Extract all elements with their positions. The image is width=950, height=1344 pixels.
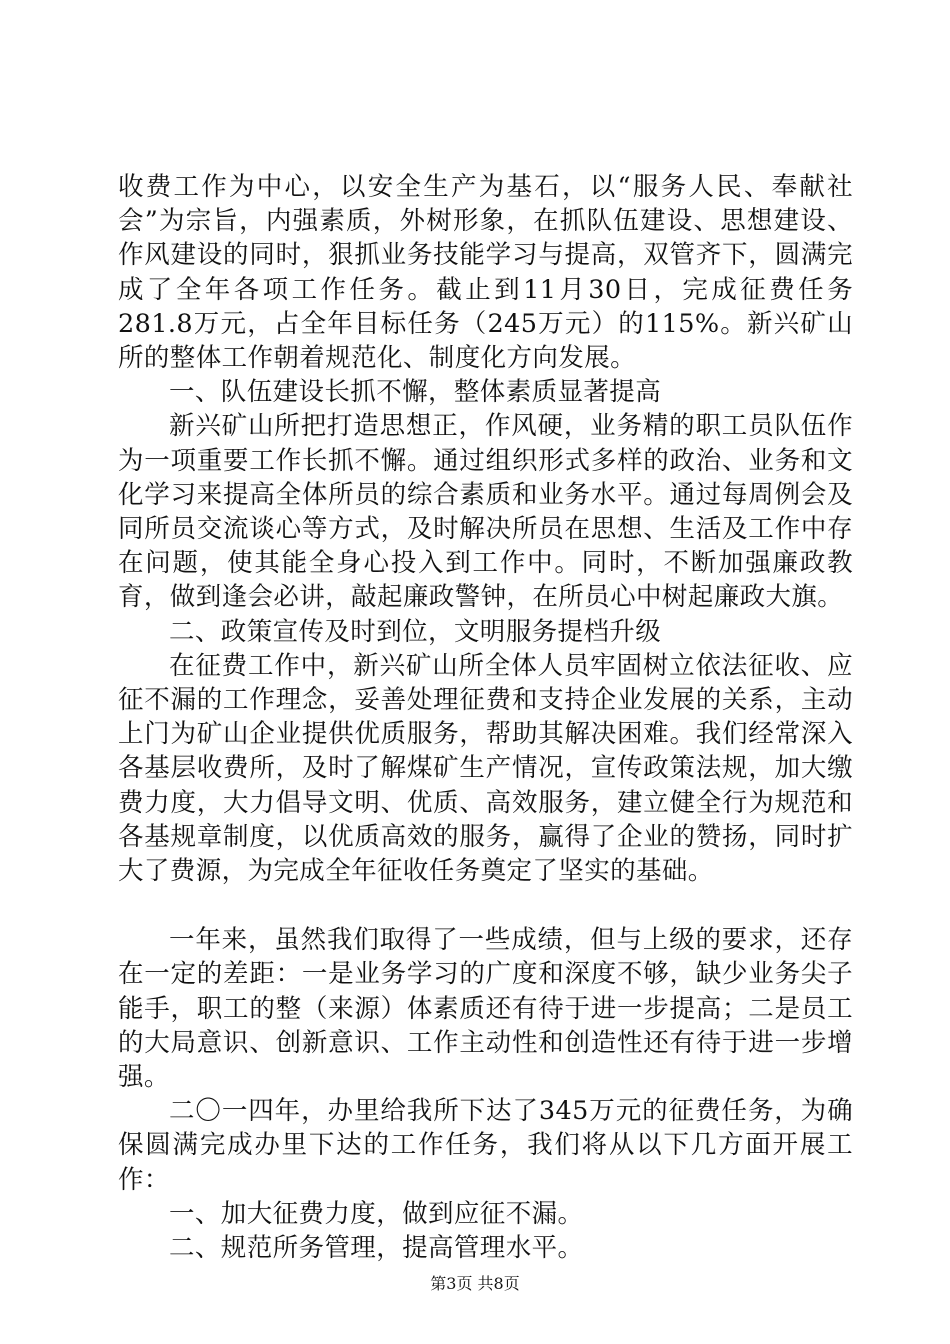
document-body bbox=[118, 170, 853, 1265]
page-number-footer: 第3页 共8页 bbox=[430, 1274, 520, 1293]
paragraph-policy-promotion: 在征费工作中，新兴矿山所全体人员牢固树立依法征收、应征不漏的工作理念，妥善处理征费和支持企业发展的关系，主动上门为矿山企业提供优质服务，帮助其解决困难。我们经常深入各基层收费所，及时了解煤矿生产情况，宣传政策法规，加大缴费力度，大力倡导文明、优质、高效服务，建立健全行为规范和各基规章制度，以优质高效的服务，赢得了企业的赞扬，同时扩大了费源，为完成全年征收任务奠定了坚实的基础。 bbox=[118, 650, 853, 887]
paragraph-team-building: 新兴矿山所把打造思想正，作风硬，业务精的职工员队伍作为一项重要工作长抓不懈。通过组织形式多样的政治、业务和文化学习来提高全体所员的综合素质和业务水平。通过每周例会及同所员交流谈心等方式，及时解决所员在思想、生活及工作中存在问题，使其能全身心投入到工作中。同时，不断加强廉政教育，做到逢会必讲，敲起廉政警钟，在所员心中树起廉政大旗。 bbox=[118, 411, 853, 613]
section-heading-policy-promotion: 二、政策宣传及时到位，文明服务提档升级 bbox=[169, 616, 662, 647]
plan-item-1: 一、加大征费力度，做到应征不漏。 bbox=[169, 1198, 584, 1229]
section-heading-team-building: 一、队伍建设长抓不懈，整体素质显著提高 bbox=[169, 377, 662, 408]
paragraph-spacer bbox=[118, 888, 853, 923]
paragraph-plan-2014: 二〇一四年，办里给我所下达了345万元的征费任务，为确保圆满完成办里下达的工作任务，我们将从以下几方面开展工作： bbox=[118, 1096, 853, 1195]
paragraph-summary: 收费工作为中心，以安全生产为基石，以“服务人民、奉献社会”为宗旨，内强素质，外树形象，在抓队伍建设、思想建设、作风建设的同时，狠抓业务技能学习与提高，双管齐下，圆满完成了全年各项工作任务。截止到11月30日，完成征费任务281.8万元，占全年目标任务（245万元）的115%。新兴矿山所的整体工作朝着规范化、制度化方向发展。 bbox=[118, 172, 853, 374]
paragraph-shortcomings: 一年来，虽然我们取得了一些成绩，但与上级的要求，还存在一定的差距：一是业务学习的广度和深度不够，缺少业务尖子能手，职工的整（来源）体素质还有待于进一步提高；二是员工的大局意识、创新意识、工作主动性和创造性还有待于进一步增强。 bbox=[118, 925, 853, 1093]
plan-item-2: 二、规范所务管理，提高管理水平。 bbox=[169, 1233, 584, 1264]
